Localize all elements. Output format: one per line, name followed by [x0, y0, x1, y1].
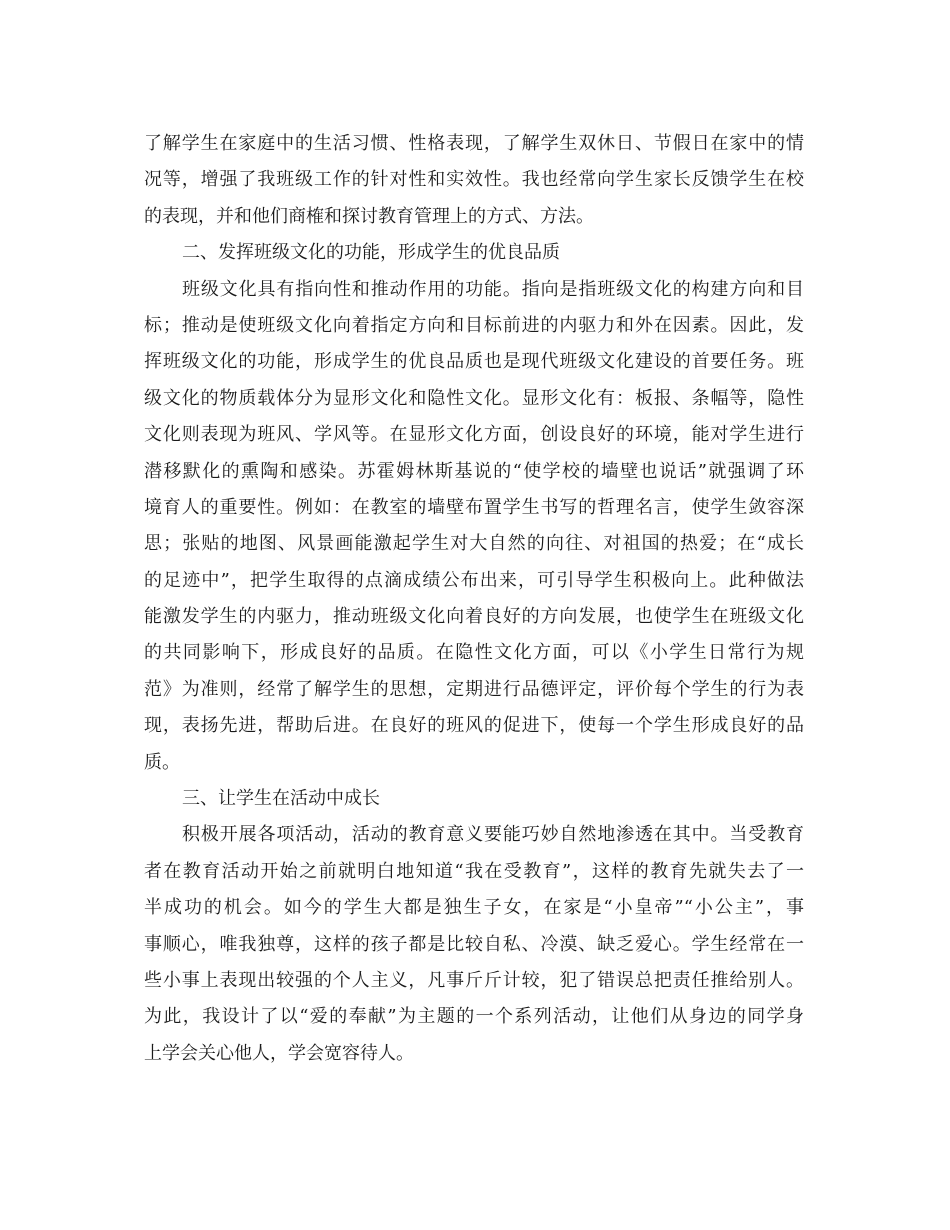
- text-line: 现，表扬先进，帮助后进。在良好的班风的促进下，使每一个学生形成良好的品: [144, 715, 804, 737]
- text-line: 况等，增强了我班级工作的针对性和实效性。我也经常向学生家长反馈学生在校: [144, 169, 804, 191]
- text-line: 上学会关心他人，学会宽容待人。: [144, 1042, 414, 1064]
- text-line: 质。: [144, 751, 180, 773]
- text-line: 标；推动是使班级文化向着指定方向和目标前进的内驱力和外在因素。因此，发: [144, 314, 804, 336]
- text-line: 半成功的机会。如今的学生大都是独生子女，在家是“小皇帝”“小公主”，事: [144, 897, 804, 919]
- text-line: 挥班级文化的功能，形成学生的优良品质也是现代班级文化建设的首要任务。班: [144, 351, 804, 373]
- text-line: 的表现，并和他们商榷和探讨教育管理上的方式、方法。: [144, 205, 594, 227]
- text-line: 三、让学生在活动中成长: [182, 788, 380, 810]
- text-line: 能激发学生的内驱力，推动班级文化向着良好的方向发展，也使学生在班级文化: [144, 606, 804, 628]
- text-line: 事顺心，唯我独尊，这样的孩子都是比较自私、冷漠、缺乏爱心。学生经常在一: [144, 933, 804, 955]
- text-line: 思；张贴的地图、风景画能激起学生对大自然的向往、对祖国的热爱；在“成长: [144, 533, 804, 555]
- text-line: 境育人的重要性。例如：在教室的墙壁布置学生书写的哲理名言，使学生敛容深: [144, 496, 804, 518]
- text-line: 些小事上表现出较强的个人主义，凡事斤斤计较，犯了错误总把责任推给别人。: [144, 969, 804, 991]
- text-line: 的共同影响下，形成良好的品质。在隐性文化方面，可以《小学生日常行为规: [144, 642, 804, 664]
- text-line: 积极开展各项活动，活动的教育意义要能巧妙自然地渗透在其中。当受教育: [182, 824, 804, 846]
- text-line: 级文化的物质载体分为显形文化和隐性文化。显形文化有：板报、条幅等，隐性: [144, 387, 804, 409]
- text-line: 范》为准则，经常了解学生的思想，定期进行品德评定，评价每个学生的行为表: [144, 678, 804, 700]
- text-line: 为此，我设计了以“爱的奉献”为主题的一个系列活动，让他们从身边的同学身: [144, 1006, 804, 1028]
- text-line: 潜移默化的熏陶和感染。苏霍姆林斯基说的“使学校的墙壁也说话”就强调了环: [144, 460, 804, 482]
- text-line: 二、发挥班级文化的功能，形成学生的优良品质: [182, 242, 560, 264]
- text-line: 者在教育活动开始之前就明白地知道“我在受教育”，这样的教育先就失去了一: [144, 860, 804, 882]
- text-line: 班级文化具有指向性和推动作用的功能。指向是指班级文化的构建方向和目: [182, 278, 804, 300]
- text-line: 了解学生在家庭中的生活习惯、性格表现，了解学生双休日、节假日在家中的情: [144, 133, 804, 154]
- text-line: 文化则表现为班风、学风等。在显形文化方面，创设良好的环境，能对学生进行: [144, 424, 804, 446]
- body-text: [144, 126, 804, 1072]
- text-line: 的足迹中”，把学生取得的点滴成绩公布出来，可引导学生积极向上。此种做法: [144, 569, 804, 591]
